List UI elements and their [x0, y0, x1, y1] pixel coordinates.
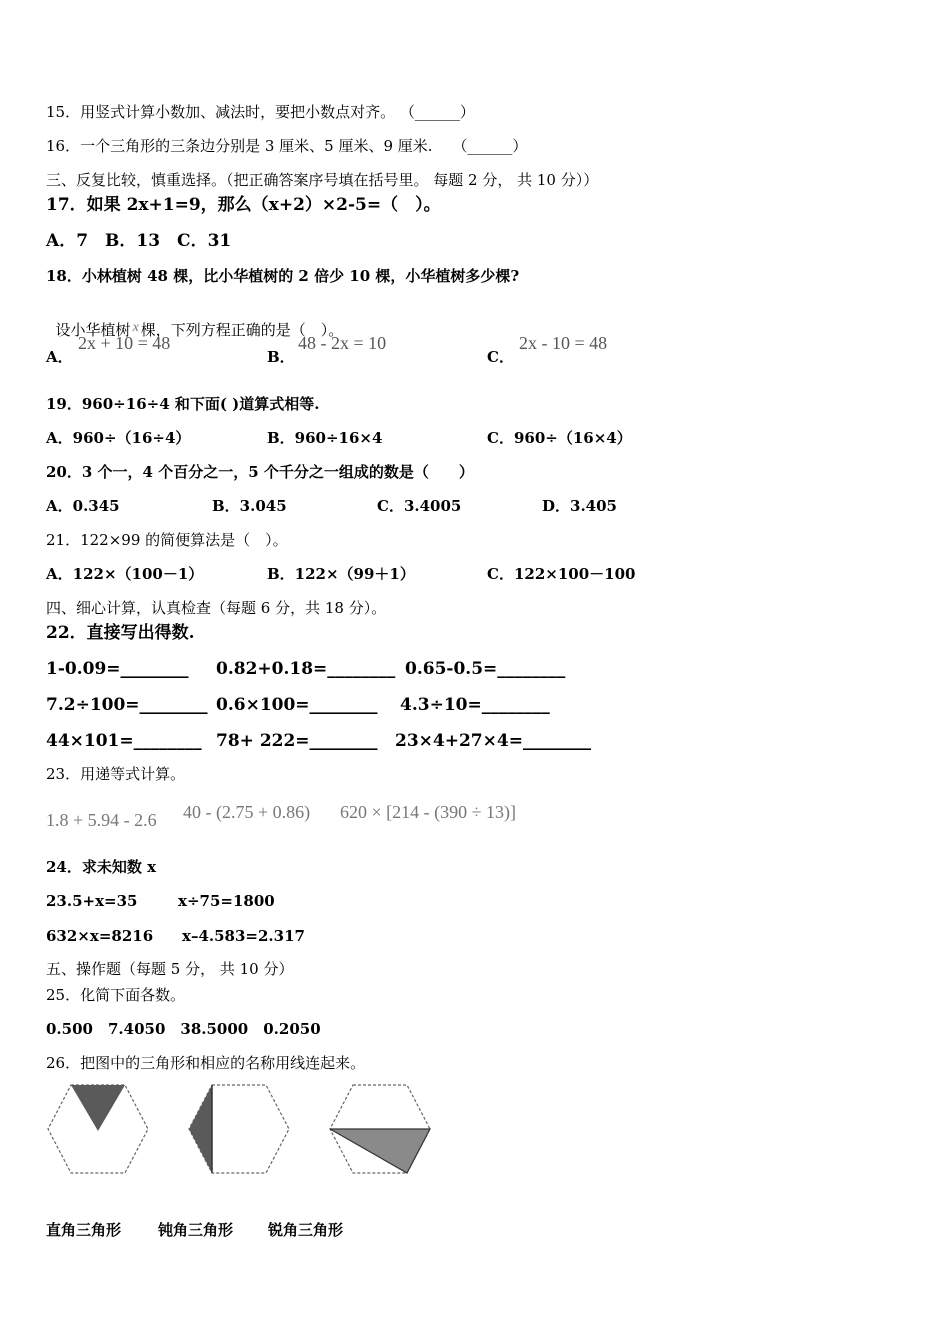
- q22: 22．直接写出得数.: [46, 623, 195, 643]
- q24: 24．求未知数 x: [46, 858, 157, 876]
- q22-item-7: 44×101=________: [46, 731, 202, 751]
- q21-option-a[interactable]: A．122×（100－1）: [46, 565, 204, 583]
- hexagon-figure-2: [187, 1083, 291, 1175]
- hexagon-figure-1: [46, 1083, 150, 1175]
- q21: 21．122×99 的简便算法是（ ）。: [46, 531, 288, 549]
- q20-option-b[interactable]: B．3.045: [212, 497, 287, 515]
- q25-items: 0.500 7.4050 38.5000 0.2050: [46, 1020, 321, 1038]
- q20-option-c[interactable]: C．3.4005: [377, 497, 462, 515]
- q19-option-b[interactable]: B．960÷16×4: [267, 429, 383, 447]
- q20-option-a[interactable]: A．0.345: [46, 497, 120, 515]
- shaded-triangle: [71, 1085, 125, 1131]
- q18: 18．小林植树 48 棵，比小华植树的 2 倍少 10 棵，小华植树多少棵?: [46, 267, 520, 285]
- q17-options: A．7 B．13 C．31: [46, 231, 232, 251]
- section3-title: 三、反复比较，慎重选择。（把正确答案序号填在括号里。 每题 2 分， 共 10 分））: [46, 171, 599, 189]
- section4-title: 四、细心计算，认真检查（每题 6 分，共 18 分）。: [46, 599, 387, 617]
- q24-item-2: x÷75=1800: [178, 892, 275, 910]
- q18-var: x: [132, 320, 139, 335]
- q24-item-1: 23.5+x=35: [46, 892, 138, 910]
- q16: 16．一个三角形的三条边分别是 3 厘米、5 厘米、9 厘米. （______）: [46, 137, 528, 155]
- hexagon-figure-3: [328, 1083, 432, 1175]
- q23-item-1: 1.8 + 5.94 - 2.6: [46, 810, 157, 830]
- q22-item-2: 0.82+0.18=________: [216, 659, 396, 679]
- q19-option-a[interactable]: A．960÷（16÷4）: [46, 429, 191, 447]
- q23-item-2: 40 - (2.75 + 0.86): [183, 802, 311, 822]
- q18-option-b-label[interactable]: B．: [267, 348, 295, 366]
- q22-item-6: 4.3÷10=________: [400, 695, 550, 715]
- shaded-triangle: [330, 1129, 430, 1173]
- q25: 25．化简下面各数。: [46, 986, 186, 1004]
- q19-option-c[interactable]: C．960÷（16×4）: [487, 429, 632, 447]
- section5-title: 五、操作题（每题 5 分， 共 10 分）: [46, 960, 294, 978]
- q18-option-a-label[interactable]: A．: [46, 348, 73, 366]
- q22-item-4: 7.2÷100=________: [46, 695, 208, 715]
- q21-option-c[interactable]: C．122×100－100: [487, 565, 636, 583]
- q22-item-3: 0.65-0.5=________: [405, 659, 566, 679]
- q18-option-c-eq: 2x - 10 = 48: [519, 333, 608, 353]
- q23: 23．用递等式计算。: [46, 765, 186, 783]
- label-acute-triangle[interactable]: 锐角三角形: [268, 1221, 344, 1239]
- q20-option-d[interactable]: D．3.405: [542, 497, 617, 515]
- q15: 15．用竖式计算小数加、减法时，要把小数点对齐。 （______）: [46, 103, 475, 121]
- q20: 20．3 个一，4 个百分之一，5 个千分之一组成的数是（ ）: [46, 463, 474, 481]
- q21-option-b[interactable]: B．122×（99＋1）: [267, 565, 415, 583]
- q18-option-b-eq: 48 - 2x = 10: [298, 333, 387, 353]
- label-right-triangle[interactable]: 直角三角形: [46, 1221, 122, 1239]
- shaded-triangle: [189, 1085, 212, 1173]
- label-obtuse-triangle[interactable]: 钝角三角形: [158, 1221, 234, 1239]
- q22-item-9: 23×4+27×4=________: [395, 731, 591, 751]
- q22-item-8: 78+ 222=________: [216, 731, 378, 751]
- q24-item-3: 632×x=8216: [46, 927, 154, 945]
- q17: 17．如果 2x+1=9，那么（x+2）×2-5=（ ）。: [46, 195, 441, 215]
- q18-sub-pre: 设小华植树: [55, 321, 131, 339]
- q23-item-3: 620 × [214 - (390 ÷ 13)]: [340, 802, 517, 822]
- q22-item-5: 0.6×100=________: [216, 695, 378, 715]
- q22-item-1: 1-0.09=________: [46, 659, 189, 679]
- q24-item-4: x–4.583=2.317: [182, 927, 305, 945]
- q18-sub-post: 棵，下列方程正确的是（ ）。: [140, 321, 344, 339]
- q19: 19．960÷16÷4 和下面( )道算式相等.: [46, 395, 320, 413]
- q18-option-c-label[interactable]: C．: [487, 348, 514, 366]
- q18-option-a-eq: 2x + 10 = 48: [78, 333, 171, 353]
- q26: 26．把图中的三角形和相应的名称用线连起来。: [46, 1054, 366, 1072]
